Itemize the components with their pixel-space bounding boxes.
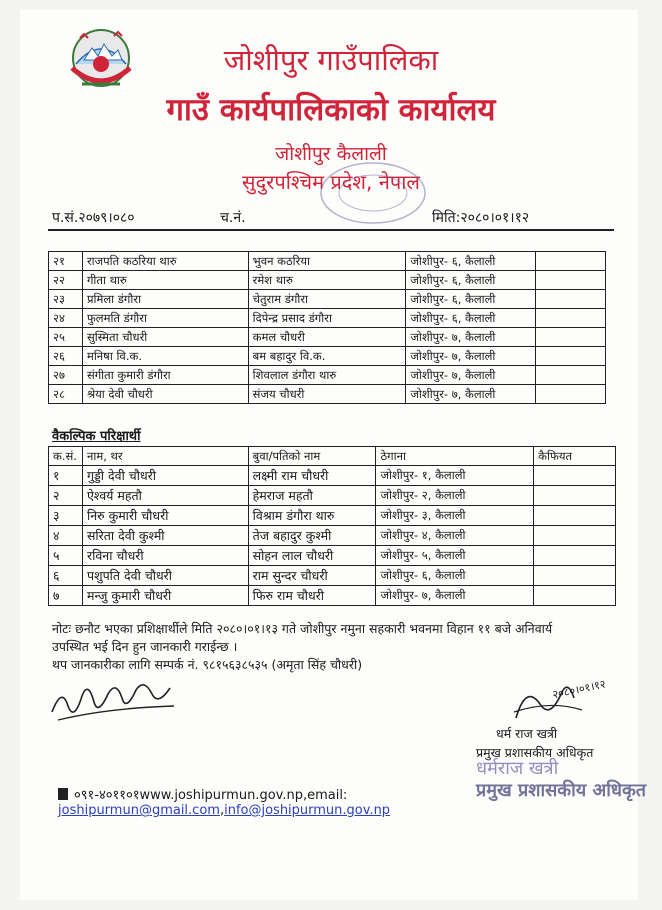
remarks-cell	[536, 290, 606, 309]
address-cell: जोशीपुर- १, कैलाली	[376, 466, 534, 486]
office-seal-icon	[318, 160, 428, 226]
address-cell: जोशीपुर- ६, कैलाली	[376, 566, 534, 586]
name-cell: गीता थारु	[82, 271, 248, 290]
name-cell: ऐश्वर्य महतौ	[82, 486, 248, 506]
column-header: क.सं.	[49, 447, 83, 466]
footer-separator: ,	[219, 803, 225, 818]
footer-phone-web: ०९१-४०११०१www.joshipurmun.gov.np,email:	[74, 788, 348, 803]
serial-cell: २	[49, 486, 83, 506]
signature-left	[48, 672, 178, 732]
guardian-cell: राम सुन्दर चौधरी	[248, 566, 376, 586]
serial-cell: २६	[49, 347, 83, 366]
table-row	[49, 546, 616, 566]
guardian-cell: रमेश थारु	[248, 271, 406, 290]
name-cell: सरिता देवी कुश्मी	[82, 526, 248, 546]
name-cell: पशुपति देवी चौधरी	[82, 566, 248, 586]
guardian-cell: शिवलाल डंगौरा थारु	[248, 366, 406, 385]
column-header: ठेगाना	[376, 447, 534, 466]
name-cell: निरु कुमारी चौधरी	[82, 506, 248, 526]
address-cell: जोशीपुर- २, कैलाली	[376, 486, 534, 506]
serial-cell: २१	[49, 252, 83, 271]
address-cell: जोशीपुर- ७, कैलाली	[406, 366, 536, 385]
guardian-cell: फिरु राम चौधरी	[248, 586, 376, 606]
alternate-candidates-table	[48, 446, 616, 606]
footer-contact	[58, 785, 662, 818]
guardian-cell: विश्राम डंगौरा थारु	[248, 506, 376, 526]
serial-cell: २४	[49, 309, 83, 328]
table-row	[49, 586, 616, 606]
table-row	[49, 506, 616, 526]
email-link-gmail[interactable]: joshipurmun@gmail.com	[58, 803, 220, 818]
remarks-cell	[536, 328, 606, 347]
name-cell: प्रमिला डंगौरा	[82, 290, 248, 309]
name-cell: सुस्मिता चौधरी	[82, 328, 248, 347]
table-row	[49, 466, 616, 486]
table-row	[49, 328, 606, 347]
table-row	[49, 347, 606, 366]
name-cell: राजपति कठरिया थारु	[82, 252, 248, 271]
name-cell: श्रेया देवी चौधरी	[82, 385, 248, 404]
note-contact: थप जानकारीका लागि सम्पर्क नं. ९८१५६३८५३५ (अमृता सिंह चौधरी)	[52, 657, 363, 672]
table-row	[49, 309, 606, 328]
handwritten-date: २०८०।०१।१२	[551, 677, 607, 702]
table-row	[49, 252, 606, 271]
guardian-cell: लक्ष्मी राम चौधरी	[248, 466, 376, 486]
header-divider	[48, 229, 614, 231]
remarks-cell	[534, 526, 616, 546]
name-cell: मनिषा वि.क.	[82, 347, 248, 366]
remarks-cell	[534, 566, 616, 586]
remarks-cell	[534, 486, 616, 506]
serial-cell: २७	[49, 366, 83, 385]
guardian-cell: हेमराज महतौ	[248, 486, 376, 506]
serial-cell: १	[49, 466, 83, 486]
dispatch-number: च.नं.	[220, 210, 246, 226]
address-cell: जोशीपुर- ६, कैलाली	[406, 252, 536, 271]
remarks-cell	[536, 271, 606, 290]
address-cell: जोशीपुर- ७, कैलाली	[406, 328, 536, 347]
table-row	[49, 271, 606, 290]
note-line-2: उपस्थित भई दिन हुन जानकारी गराईन्छ ।	[52, 639, 238, 654]
note-line-1: नोटः छनौट भएका प्रशिक्षार्थीले मिति २०८०।०१।१३ गते जोशीपुर नमुना सहकारी भवनमा विहान ११ बजे अनिवार्य	[52, 621, 553, 636]
serial-cell: ४	[49, 526, 83, 546]
phone-icon	[58, 788, 68, 800]
serial-cell: २२	[49, 271, 83, 290]
address-cell: जोशीपुर- ५, कैलाली	[376, 546, 534, 566]
stamp-title: प्रमुख प्रशासकीय अधिकृत	[476, 780, 647, 801]
address-cell: जोशीपुर- ७, कैलाली	[406, 385, 536, 404]
table-row	[49, 526, 616, 546]
name-cell: संगीता कुमारी डंगौरा	[82, 366, 248, 385]
signatory-name: धर्म राज खत्री	[496, 726, 558, 741]
address-cell: जोशीपुर- ४, कैलाली	[376, 526, 534, 546]
guardian-cell: कमल चौधरी	[248, 328, 406, 347]
name-cell: मन्जु कुमारी चौधरी	[82, 586, 248, 606]
table-row	[49, 566, 616, 586]
alternate-candidates-heading: वैकल्पिक परिक्षार्थी	[52, 429, 141, 444]
address-cell: जोशीपुर- ६, कैलाली	[406, 271, 536, 290]
address-cell: जोशीपुर- ६, कैलाली	[406, 309, 536, 328]
letter-date: मिति:२०८०।०१।१२	[432, 210, 530, 226]
remarks-cell	[536, 366, 606, 385]
guardian-cell: भुवन कठरिया	[248, 252, 406, 271]
address-cell: जोशीपुर- ७, कैलाली	[376, 586, 534, 606]
table-row	[49, 290, 606, 309]
name-cell: गुड्डी देवी चौधरी	[82, 466, 248, 486]
address-cell: जोशीपुर- ६, कैलाली	[406, 290, 536, 309]
remarks-cell	[534, 586, 616, 606]
column-header: कैफियत	[534, 447, 616, 466]
serial-cell: ६	[49, 566, 83, 586]
name-cell: फुलमति डंगौरा	[82, 309, 248, 328]
serial-cell: ३	[49, 506, 83, 526]
table-row	[49, 366, 606, 385]
remarks-cell	[536, 385, 606, 404]
address-cell: जोशीपुर- ७, कैलाली	[406, 347, 536, 366]
remarks-cell	[536, 252, 606, 271]
serial-cell: २५	[49, 328, 83, 347]
serial-cell: ५	[49, 546, 83, 566]
remarks-cell	[536, 347, 606, 366]
signatory-title: प्रमुख प्रशासकीय अधिकृत	[476, 745, 594, 760]
address-cell: जोशीपुर- ३, कैलाली	[376, 506, 534, 526]
remarks-cell	[536, 309, 606, 328]
municipality-name: जोशीपुर गाउँपालिका	[223, 43, 439, 77]
guardian-cell: बम बहादुर वि.क.	[248, 347, 406, 366]
office-address-district: जोशीपुर कैलाली	[275, 143, 387, 165]
email-link-info[interactable]: info@joshipurmun.gov.np	[224, 803, 391, 818]
serial-cell: २३	[49, 290, 83, 309]
table-row	[49, 486, 616, 506]
guardian-cell: दिपेन्द्र प्रसाद डंगौरा	[248, 309, 406, 328]
guardian-cell: चेतुराम डंगौरा	[248, 290, 406, 309]
column-header: नाम, थर	[82, 447, 248, 466]
stamp-name: धर्मराज खत्री	[476, 758, 559, 779]
reference-number: प.सं.२०७९।०८०	[52, 210, 135, 226]
remarks-cell	[534, 466, 616, 486]
selected-trainees-table	[48, 251, 606, 404]
serial-cell: ७	[49, 586, 83, 606]
table-row	[49, 385, 606, 404]
serial-cell: २८	[49, 385, 83, 404]
column-header: बुवा/पतिको नाम	[248, 447, 376, 466]
office-address-province: सुदुरपश्चिम प्रदेश, नेपाल	[242, 170, 420, 194]
guardian-cell: सोहन लाल चौधरी	[248, 546, 376, 566]
guardian-cell: तेज बहादुर कुश्मी	[248, 526, 376, 546]
guardian-cell: संजय चौधरी	[248, 385, 406, 404]
office-name: गाउँ कार्यपालिकाको कार्यालय	[166, 92, 496, 128]
name-cell: रविना चौधरी	[82, 546, 248, 566]
remarks-cell	[534, 506, 616, 526]
remarks-cell	[534, 546, 616, 566]
